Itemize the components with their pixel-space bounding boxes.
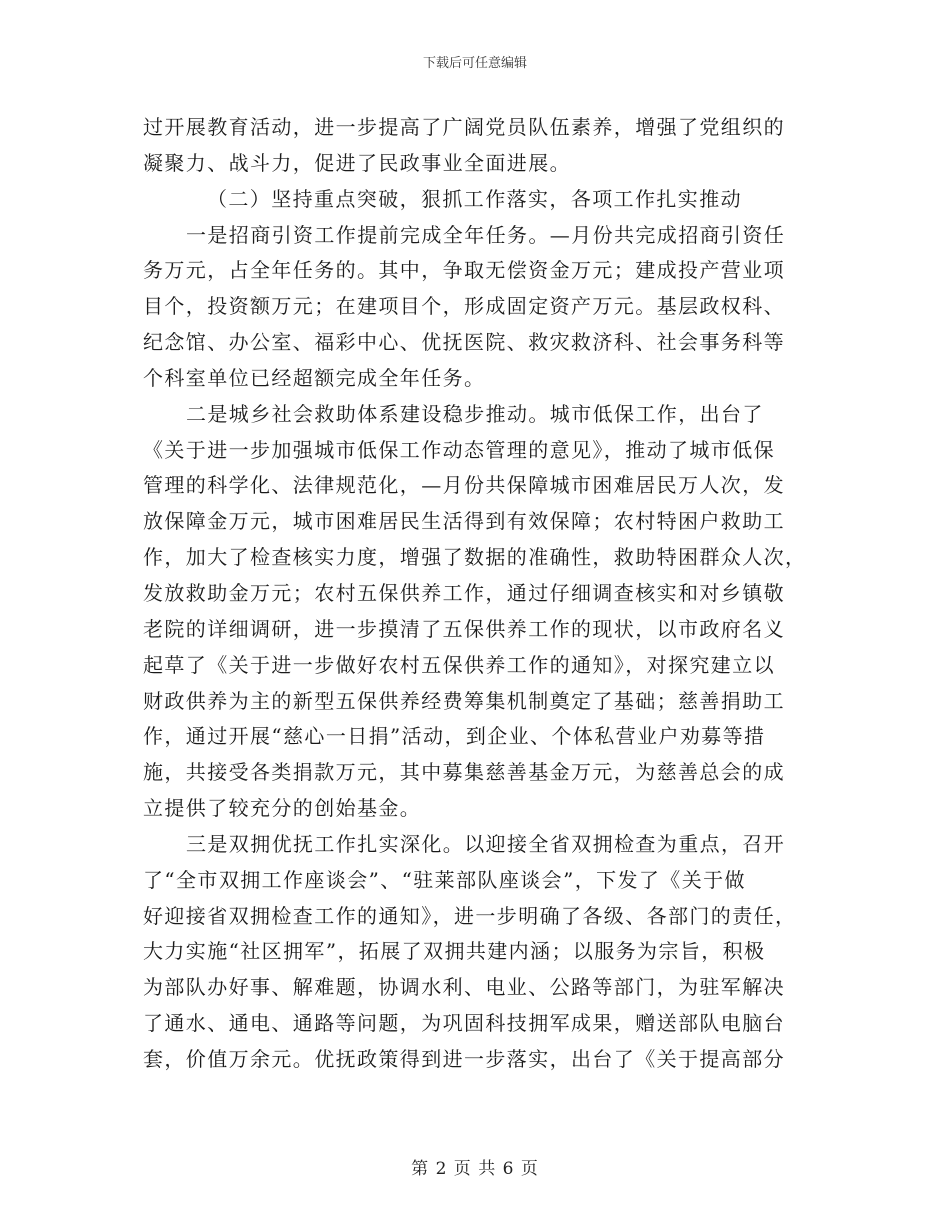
text-line: 立提供了较充分的创始基金。 xyxy=(143,796,422,821)
text-line: 《关于进一步加强城市低保工作动态管理的意见》，推动了城市低保 xyxy=(143,437,775,462)
text-line: 三是双拥优抚工作扎实深化。以迎接全省双拥检查为重点，召开 xyxy=(186,831,786,856)
section-heading: （二）坚持重点突破，狠抓工作落实，各项工作扎实推动 xyxy=(207,186,742,211)
text-line: 套，价值万余元。优抚政策得到进一步落实，出台了《关于提高部分 xyxy=(143,1046,785,1071)
text-line: 好迎接省双拥检查工作的通知》，进一步明确了各级、各部门的责任， xyxy=(143,903,797,928)
text-line: 目个，投资额万元；在建项目个，形成固定资产万元。基层政权科、 xyxy=(143,294,785,319)
text-line: 放保障金万元，城市困难居民生活得到有效保障；农村特困户救助工 xyxy=(143,509,785,534)
text-line: 作，通过开展“慈心一日捐”活动，到企业、个体私营业户劝募等措 xyxy=(143,724,766,749)
text-line: 大力实施“社区拥军”，拓展了双拥共建内涵；以服务为宗旨，积极 xyxy=(143,939,766,964)
text-line: 过开展教育活动，进一步提高了广阔党员队伍素养，增强了党组织的 xyxy=(143,115,785,139)
text-line: 了通水、通电、通路等问题，为巩固科技拥军成果，赠送部队电脑台 xyxy=(143,1011,785,1036)
text-line: 凝聚力、战斗力，促进了民政事业全面进展。 xyxy=(143,150,571,175)
text-line: 纪念馆、办公室、福彩中心、优抚医院、救灾救济科、社会事务科等 xyxy=(143,330,785,355)
text-line: 财政供养为主的新型五保供养经费筹集机制奠定了基础；慈善捐助工 xyxy=(143,688,785,713)
text-line: 了“全市双拥工作座谈会”、“驻莱部队座谈会”，下发了《关于做 xyxy=(143,867,746,892)
text-line: 个科室单位已经超额完成全年任务。 xyxy=(143,365,486,390)
page-footer: 第 2 页 共 6 页 xyxy=(411,1159,539,1179)
text-line: 管理的科学化、法律规范化，—月份共保障城市困难居民万人次，发 xyxy=(143,473,785,498)
page-header: 下载后可任意编辑 xyxy=(422,56,527,71)
text-line: 务万元，占全年任务的。其中，争取无偿资金万元；建成投产营业项 xyxy=(143,258,785,283)
document-body xyxy=(143,110,808,1078)
text-line: 发放救助金万元；农村五保供养工作，通过仔细调查核实和对乡镇敬 xyxy=(143,580,785,605)
text-line: 起草了《关于进一步做好农村五保供养工作的通知》，对探究建立以 xyxy=(143,652,775,677)
text-line: 一是招商引资工作提前完成全年任务。—月份共完成招商引资任 xyxy=(186,222,786,247)
text-line: 施，共接受各类捐款万元，其中募集慈善基金万元，为慈善总会的成 xyxy=(143,760,785,785)
text-line: 作，加大了检查核实力度，增强了数据的准确性，救助特困群众人次， xyxy=(143,545,807,570)
text-line: 为部队办好事、解难题，协调水利、电业、公路等部门，为驻军解决 xyxy=(143,975,785,1000)
text-line: 二是城乡社会救助体系建设稳步推动。城市低保工作，出台了 xyxy=(186,401,764,426)
text-line: 老院的详细调研，进一步摸清了五保供养工作的现状，以市政府名义 xyxy=(143,616,785,641)
